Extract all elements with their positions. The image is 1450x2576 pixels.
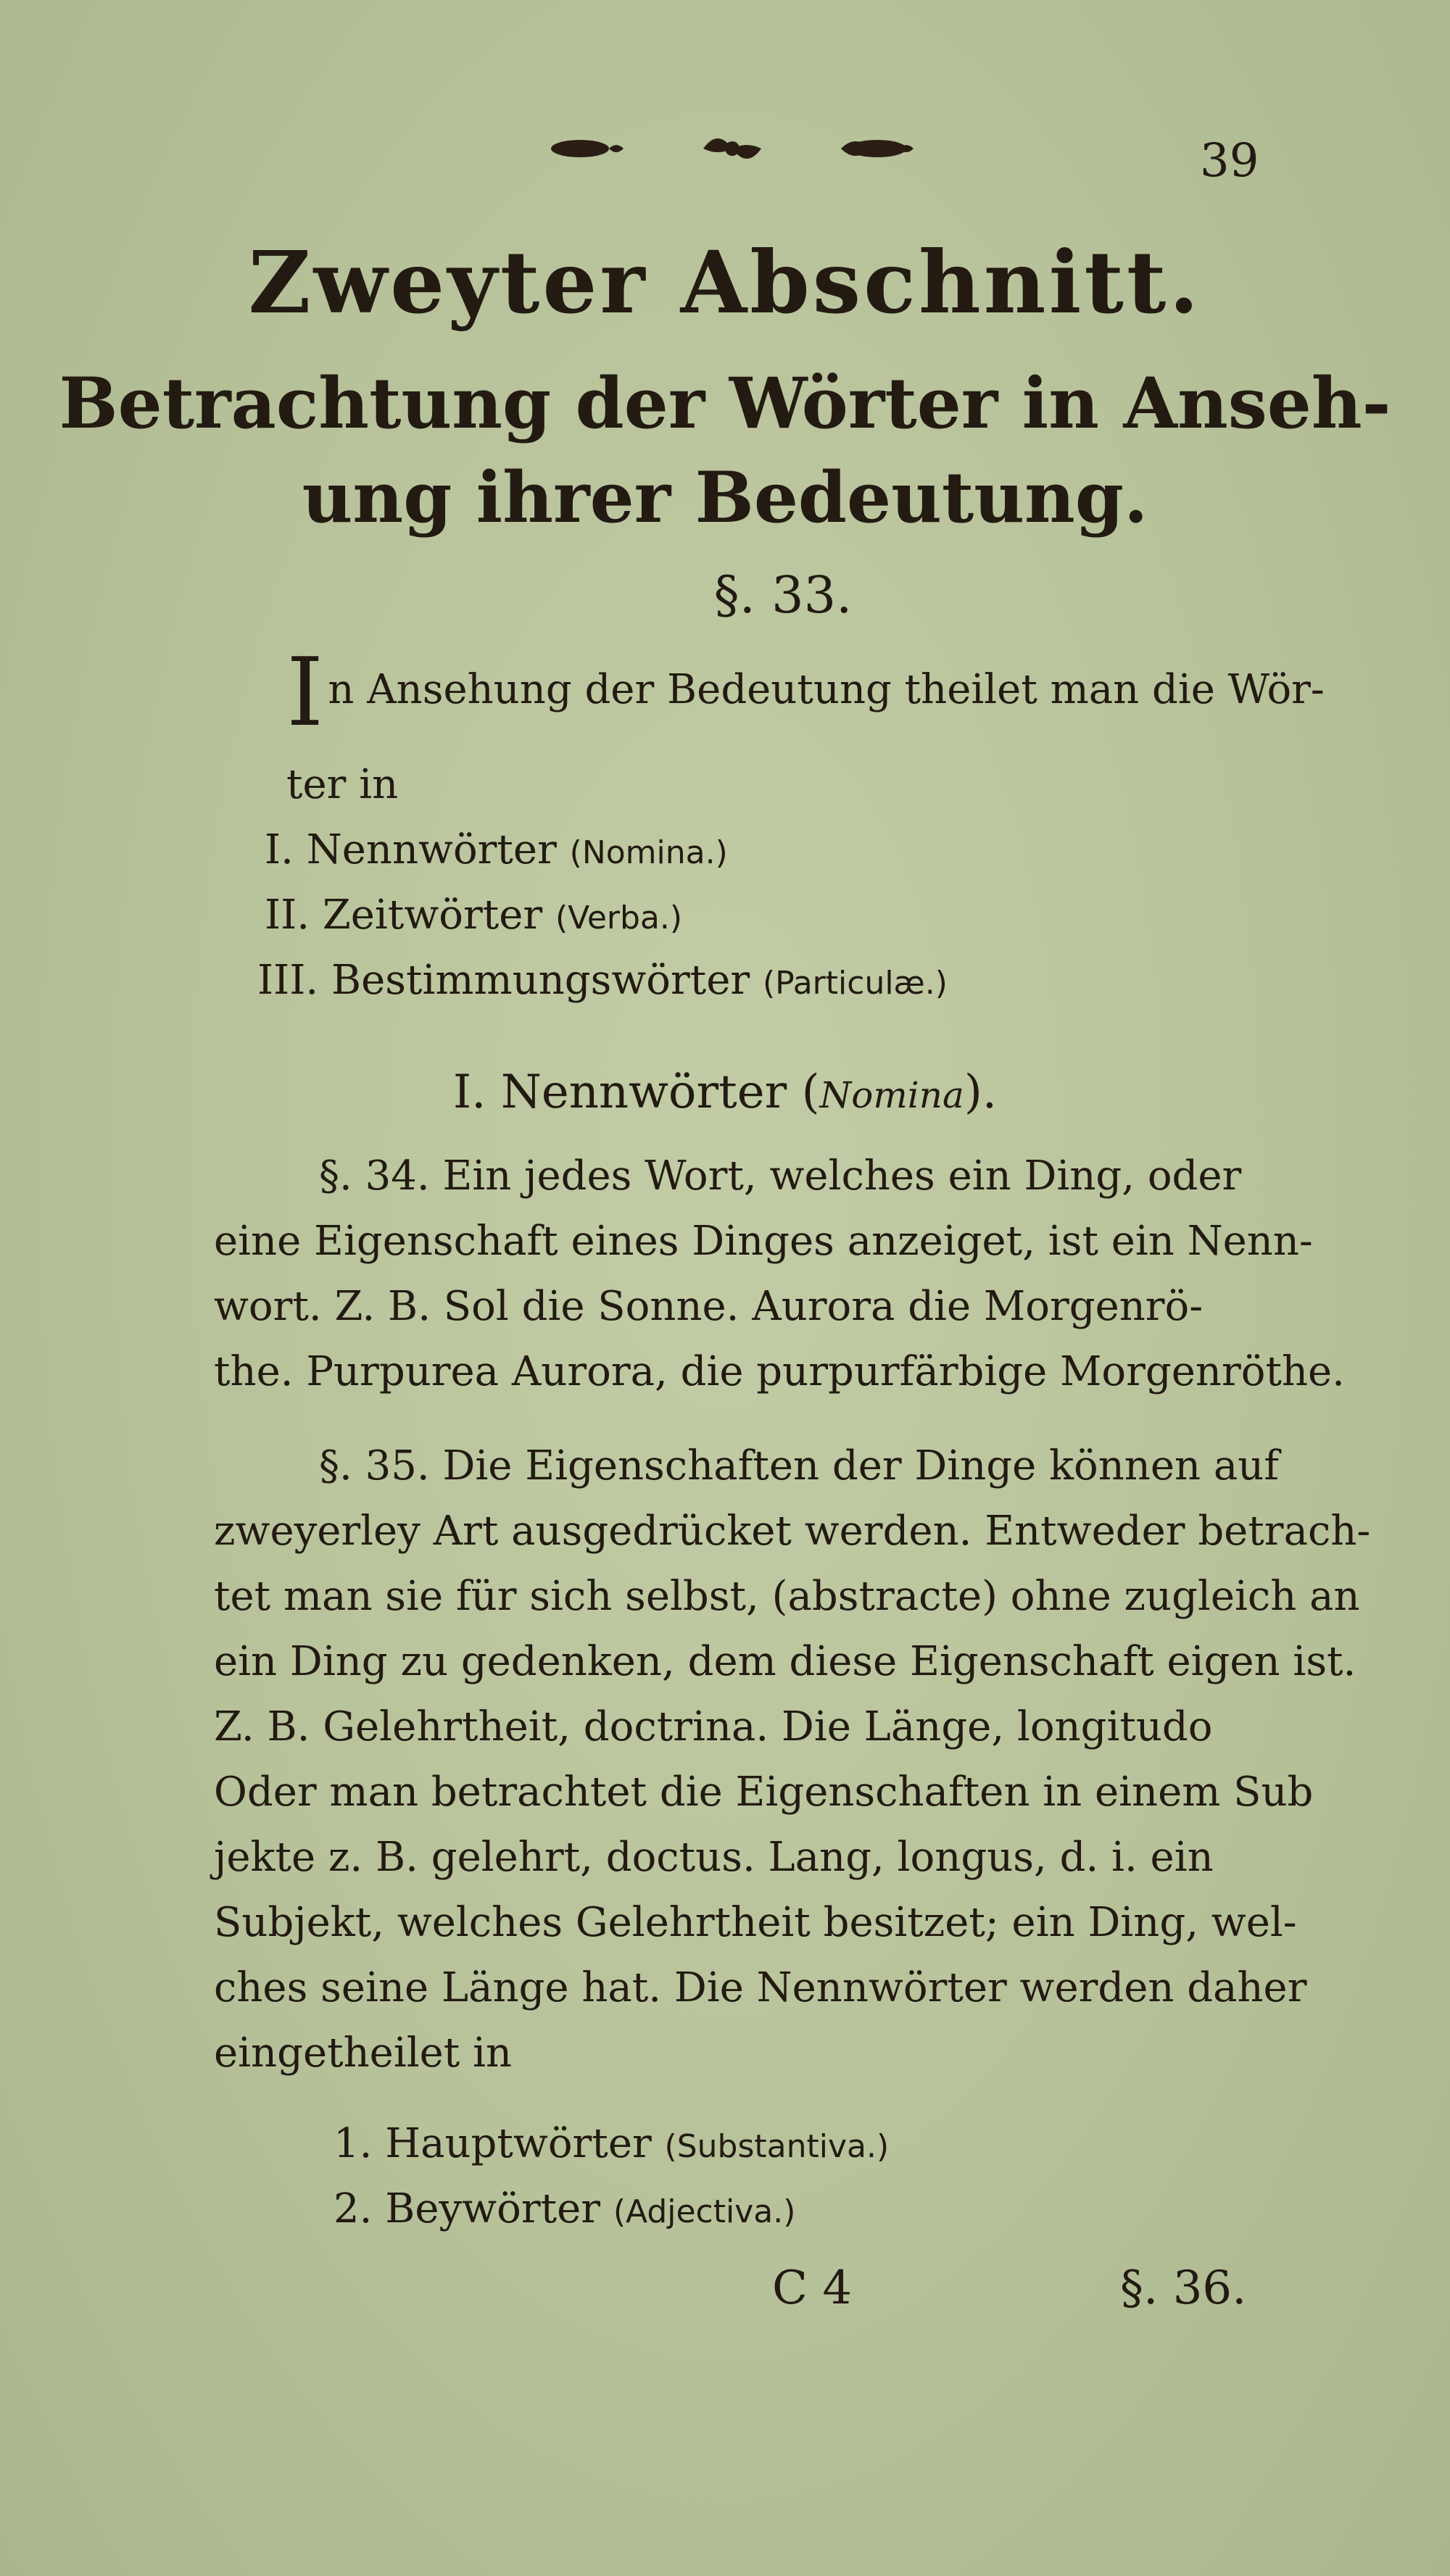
section-34-line-3: wort. Z. B. Sol die Sonne. Aurora die Morgenrö- (214, 1283, 1204, 1330)
section-35-line-7: jekte z. B. gelehrt, doctus. Lang, longus, d. i. ein (214, 1834, 1214, 1881)
list-item-3: III. Bestimmungswörter (Particulæ.) (257, 957, 948, 1004)
section-33-marker: §. 33. (713, 565, 853, 625)
section-35-line-1: §. 35. Die Eigenschaften der Dinge können auf (319, 1442, 1280, 1489)
catchword: §. 36. (1120, 2261, 1247, 2315)
section-35-line-8: Subjekt, welches Gelehrtheit besitzet; ein Ding, wel- (214, 1899, 1297, 1946)
list-item-hauptwoerter: 1. Hauptwörter (Substantiva.) (334, 2120, 890, 2167)
list-item-2: II. Zeitwörter (Verba.) (265, 892, 683, 939)
signature-mark: C 4 (772, 2261, 853, 2315)
section-34-line-1: §. 34. Ein jedes Wort, welches ein Ding, oder (319, 1152, 1242, 1200)
section-35-line-4: ein Ding zu gedenken, dem diese Eigenschaft eigen ist. (214, 1638, 1356, 1685)
title-line-1: Betrachtung der Wörter in Anseh- (59, 362, 1391, 444)
section-34-line-4: the. Purpurea Aurora, die purpurfärbige Morgenröthe. (214, 1348, 1345, 1395)
section-33-line-1: In Ansehung der Bedeutung theilet man die Wör- (286, 637, 1325, 747)
decorative-ornament (536, 123, 928, 174)
section-35-line-5: Z. B. Gelehrtheit, doctrina. Die Länge, longitudo (214, 1703, 1213, 1750)
subheading-nennwoerter: I. Nennwörter (Nomina). (452, 1065, 998, 1119)
title-line-2: ung ihrer Bedeutung. (302, 457, 1148, 539)
page-number: 39 (1200, 134, 1259, 188)
drop-cap: I (286, 637, 324, 747)
section-35-line-10: eingetheilet in (214, 2029, 513, 2077)
section-33-line-2: ter in (286, 761, 399, 808)
section-35-line-2: zweyerley Art ausgedrücket werden. Entweder betrach- (214, 1508, 1371, 1555)
section-34-line-2: eine Eigenschaft eines Dinges anzeiget, ist ein Nenn- (214, 1218, 1313, 1265)
section-35-line-6: Oder man betrachtet die Eigenschaften in einem Sub (214, 1769, 1314, 1816)
chapter-heading: Zweyter Abschnitt. (248, 232, 1202, 333)
section-35-line-9: ches seine Länge hat. Die Nennwörter werden daher (214, 1964, 1307, 2011)
list-item-beywoerter: 2. Beywörter (Adjectiva.) (334, 2185, 796, 2232)
list-item-1: I. Nennwörter (Nomina.) (265, 826, 728, 873)
section-35-line-3: tet man sie für sich selbst, (abstracte) ohne zugleich an (214, 1573, 1360, 1620)
